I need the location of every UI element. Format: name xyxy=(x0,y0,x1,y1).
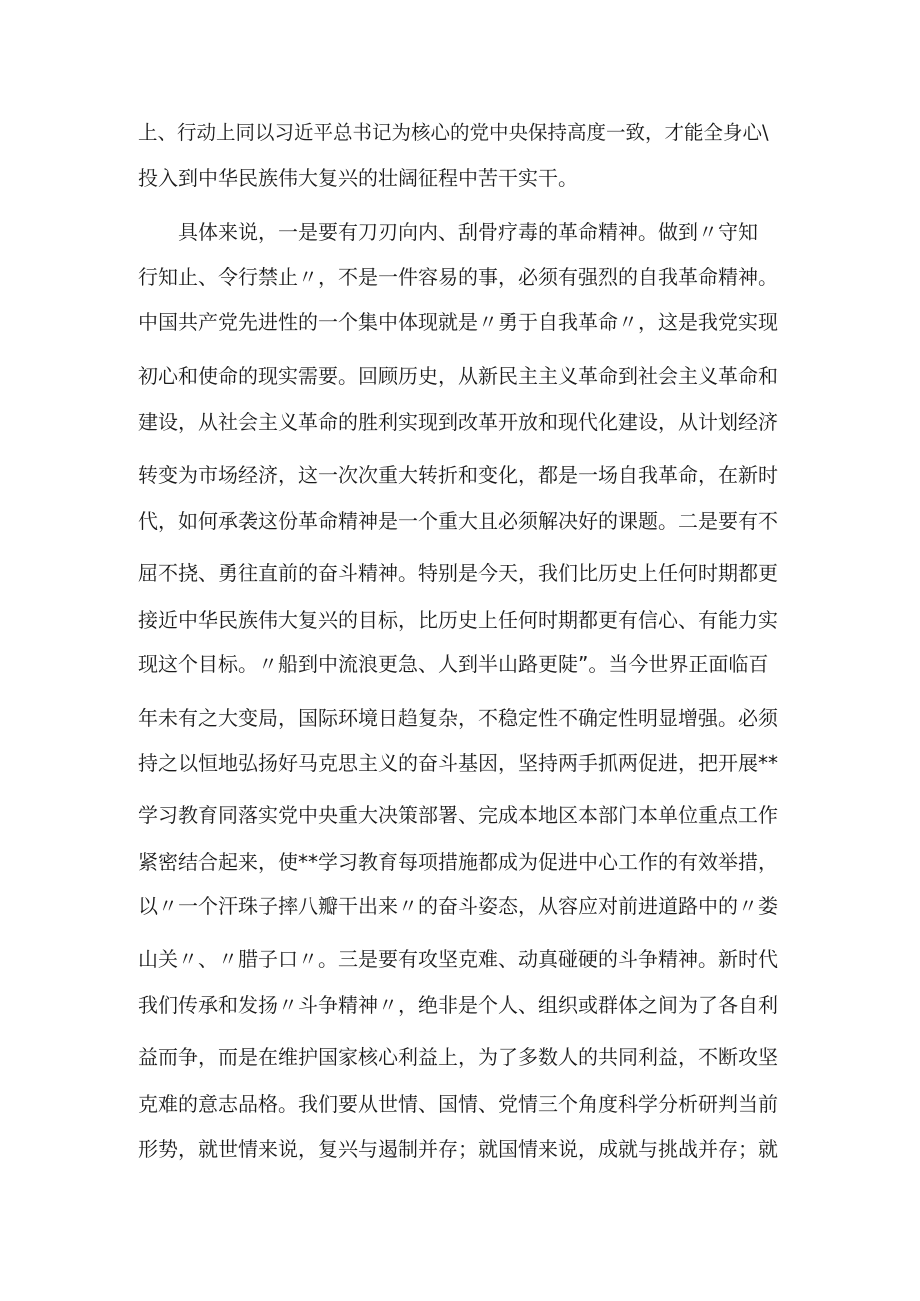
text-line: 投入到中华民族伟大复兴的壮阔征程中苦干实干。 xyxy=(138,166,578,190)
text-line: 现这个目标。〃船到中流浪更急、人到半山路更陡”。当今世界正面临百 xyxy=(138,652,769,676)
text-line: 益而争，而是在维护国家核心利益上，为了多数人的共同利益，不断攻坚 xyxy=(138,1045,778,1069)
text-line: 持之以恒地弘扬好马克思主义的奋斗基因，坚持两手抓两促进，把开展** xyxy=(138,751,778,775)
paragraph-start-line: 具体来说，一是要有刀刃向内、刮骨疗毒的革命精神。做到〃守知 xyxy=(178,220,758,244)
text-line: 形势，就世情来说，复兴与遏制并存；就国情来说，成就与挑战并存；就 xyxy=(138,1137,778,1161)
text-line: 上、行动上同以习近平总书记为核心的党中央保持高度一致，才能全身心\ xyxy=(138,121,769,144)
text-line: 转变为市场经济，这一次次重大转折和变化，都是一场自我革命，在新时 xyxy=(138,463,778,487)
text-line: 以〃一个汗珠子摔八瓣干出来〃的奋斗姿态，从容应对前进道路中的〃娄 xyxy=(138,894,778,918)
text-line: 初心和使命的现实需要。回顾历史，从新民主主义革命到社会主义革命和 xyxy=(138,364,778,388)
text-line: 接近中华民族伟大复兴的目标，比历史上任何时期都更有信心、有能力实 xyxy=(138,608,778,632)
text-line: 年未有之大变局，国际环境日趋复杂，不稳定性不确定性明显增强。必须 xyxy=(138,706,778,730)
text-line: 屈不挠、勇往直前的奋斗精神。特别是今天，我们比历史上任何时期都更 xyxy=(138,561,778,585)
text-line: 紧密结合起来，使**学习教育每项措施都成为促进中心工作的有效举措， xyxy=(138,850,778,874)
text-line: 学习教育同落实党中央重大决策部署、完成本地区本部门本单位重点工作 xyxy=(138,803,778,827)
text-line: 代，如何承袭这份革命精神是一个重大且必须解决好的课题。二是要有不 xyxy=(138,509,778,533)
text-line: 行知止、令行禁止〃，不是一件容易的事，必须有强烈的自我革命精神。 xyxy=(138,265,778,289)
text-line: 克难的意志品格。我们要从世情、国情、党情三个角度科学分析研判当前 xyxy=(138,1092,778,1116)
text-line: 我们传承和发扬〃斗争精神〃，绝非是个人、组织或群体之间为了各自利 xyxy=(138,993,778,1017)
text-line: 中国共产党先进性的一个集中体现就是〃勇于自我革命〃，这是我党实现 xyxy=(138,310,778,334)
text-line: 山关〃、〃腊子口〃。三是要有攻坚克难、动真碰硬的斗争精神。新时代 xyxy=(138,947,778,971)
text-line: 建设，从社会主义革命的胜利实现到改革开放和现代化建设，从计划经济 xyxy=(138,410,778,434)
